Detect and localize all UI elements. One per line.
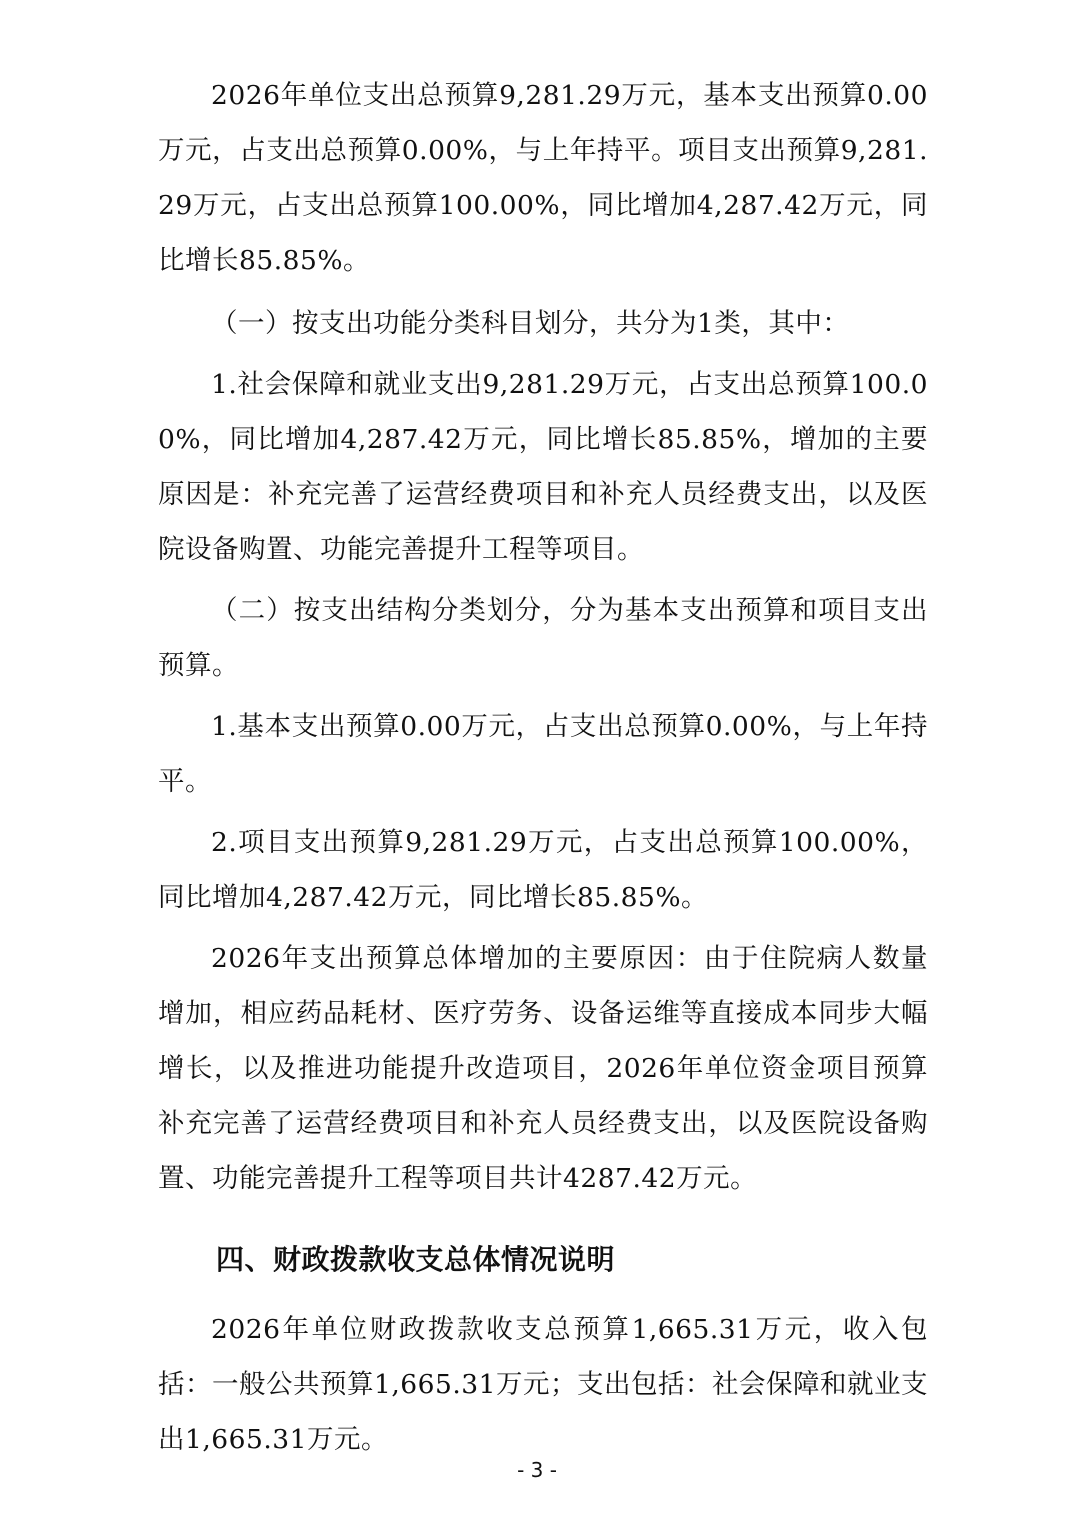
paragraph-structural-classification-intro: （二）按支出结构分类划分，分为基本支出预算和项目支出预算。	[158, 595, 928, 681]
paragraph-increase-reason: 2026年支出预算总体增加的主要原因：由于住院病人数量增加，相应药品耗材、医疗劳务、设备运维等直接成本同步大幅增长，以及推进功能提升改造项目，2026年单位资金项目预算补充完善了运营经费项目和补充人员经费支出，以及医院设备购置、功能完善提升工程等项目共计4287.42万元。	[158, 943, 928, 1194]
page-number: - 3 -	[517, 1458, 557, 1482]
paragraph-fiscal-allocation: 2026年单位财政拨款收支总预算1,665.31万元，收入包括：一般公共预算1,665.31万元；支出包括：社会保障和就业支出1,665.31万元。	[158, 1314, 929, 1455]
paragraph-project-expense: 2.项目支出预算9,281.29万元，占支出总预算100.00%，同比增加4,287.42万元，同比增长85.85%。	[158, 827, 928, 913]
section-heading: 四、财政拨款收支总体情况说明	[216, 1243, 616, 1276]
paragraph-budget-summary: 2026年单位支出总预算9,281.29万元，基本支出预算0.00万元，占支出总预算0.00%，与上年持平。项目支出预算9,281.29万元，占支出总预算100.00%，同比增加4,287.42万元，同比增长85.85%。	[158, 80, 928, 276]
page-body	[158, 68, 928, 1467]
paragraph-functional-classification-intro: （一）按支出功能分类科目划分，共分为1类，其中：	[211, 308, 850, 339]
paragraph-basic-expense: 1.基本支出预算0.00万元，占支出总预算0.00%，与上年持平。	[158, 711, 928, 797]
paragraph-social-security-expense: 1.社会保障和就业支出9,281.29万元，占支出总预算100.00%，同比增加4,287.42万元，同比增长85.85%，增加的主要原因是：补充完善了运营经费项目和补充人员经费支出，以及医院设备购置、功能完善提升工程等项目。	[158, 369, 928, 565]
